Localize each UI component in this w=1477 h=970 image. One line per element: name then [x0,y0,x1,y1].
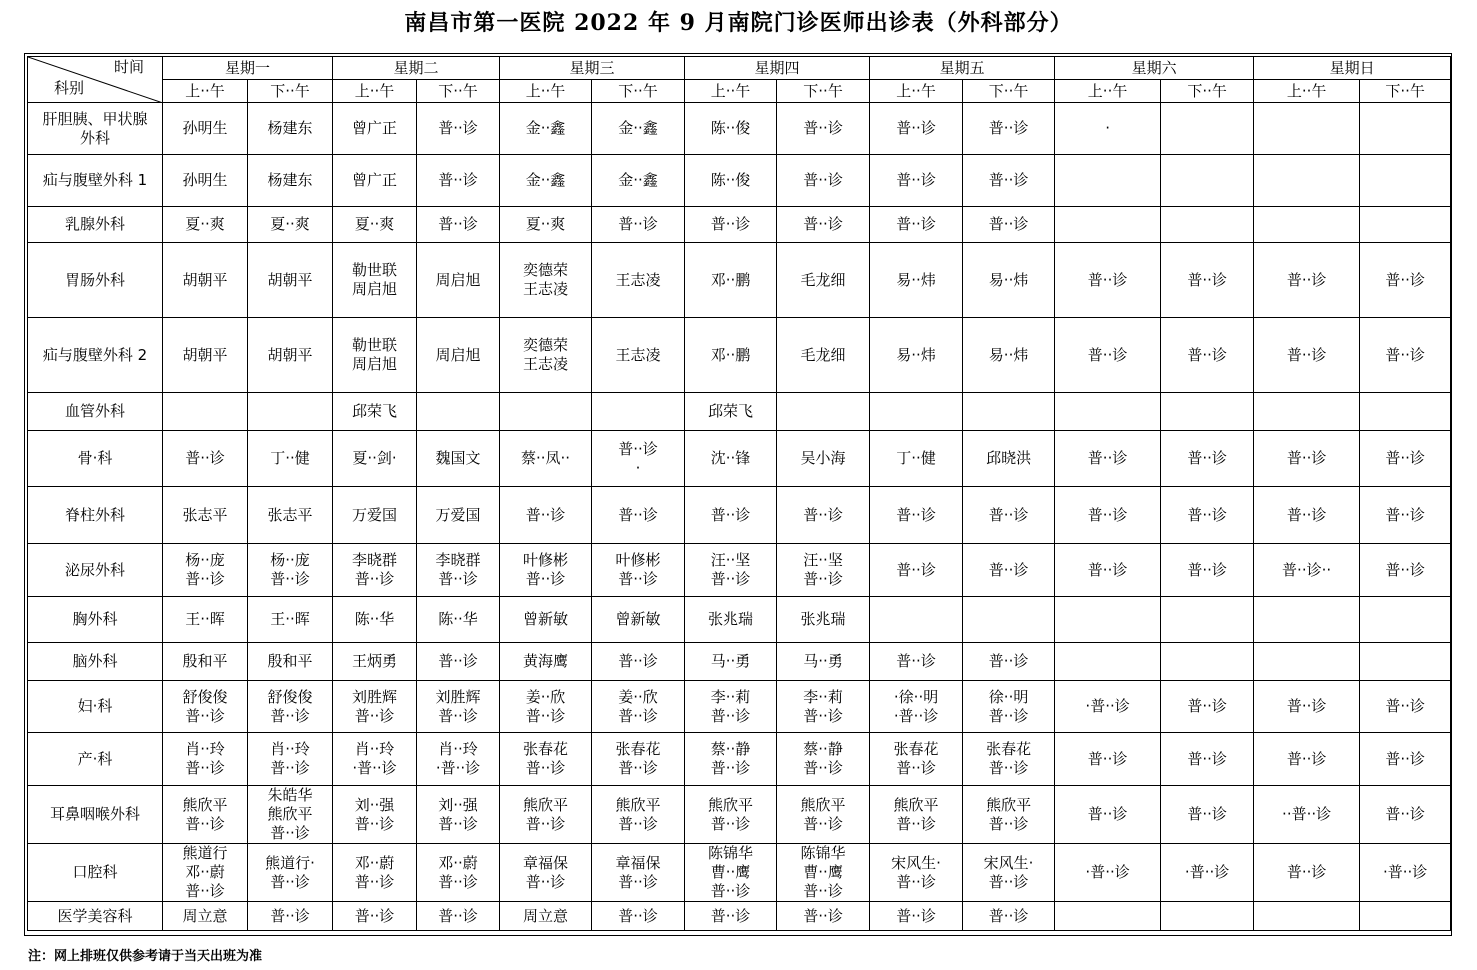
doctor-cell: 杨建东 [248,155,333,207]
doctor-cell: 沈··锋 [685,431,777,487]
doctor-cell: 张兆瑞 [685,597,777,643]
table-row [28,544,1451,597]
doctor-cell [1161,393,1254,431]
doctor-cell: 王志凌 [592,243,685,318]
doctor-cell: 普··诊 [870,643,963,681]
doctor-cell: 普··诊 [592,207,685,243]
doctor-cell: 宋风生· 普··诊 [870,844,963,902]
dept-name: 脊柱外科 [28,487,163,544]
dept-name: 口腔科 [28,844,163,902]
doctor-cell: 胡朝平 [163,243,248,318]
doctor-cell: ··普··诊 [1254,786,1360,844]
doctor-cell: 陈··俊 [685,155,777,207]
doctor-cell: 孙明生 [163,103,248,155]
dept-name: 脑外科 [28,643,163,681]
doctor-cell: 普··诊 [870,902,963,931]
doctor-cell: 朱皓华 熊欣平 普··诊 [248,786,333,844]
doctor-cell: 普··诊 [1055,318,1161,393]
doctor-cell: ·徐··明 ·普··诊 [870,681,963,733]
period-header: 上··午 [1055,80,1161,103]
period-header: 下··午 [1360,80,1451,103]
doctor-cell: 易··炜 [963,243,1055,318]
doctor-cell: 金··鑫 [592,103,685,155]
doctor-cell: 普··诊 [1254,487,1360,544]
schedule-table [27,56,1451,931]
doctor-cell: 万爱国 [417,487,500,544]
dept-name: 骨·科 [28,431,163,487]
doctor-cell: 张春花 普··诊 [500,733,592,786]
doctor-cell: 姜··欣 普··诊 [592,681,685,733]
doctor-cell: 舒俊俊 普··诊 [248,681,333,733]
table-row [28,902,1451,931]
doctor-cell [870,597,963,643]
doctor-cell: 普··诊 [1360,733,1451,786]
doctor-cell: 普··诊 [685,487,777,544]
doctor-cell: 普··诊 [248,902,333,931]
doctor-cell [1360,103,1451,155]
dept-name: 妇·科 [28,681,163,733]
doctor-cell [777,393,870,431]
period-header: 上··午 [1254,80,1360,103]
dept-name: 疝与腹壁外科 1 [28,155,163,207]
doctor-cell: 刘胜辉 普··诊 [333,681,417,733]
doctor-cell: 叶修彬 普··诊 [592,544,685,597]
doctor-cell: 张兆瑞 [777,597,870,643]
doctor-cell: 王志凌 [592,318,685,393]
doctor-cell: 普··诊 [592,643,685,681]
doctor-cell: 陈··华 [417,597,500,643]
doctor-cell [500,393,592,431]
doctor-cell: 普··诊 [685,902,777,931]
period-header: 上··午 [685,80,777,103]
doctor-cell: 普··诊 [870,207,963,243]
doctor-cell: 张春花 普··诊 [592,733,685,786]
period-header: 上··午 [163,80,248,103]
doctor-cell: 丁··健 [248,431,333,487]
doctor-cell: 胡朝平 [248,318,333,393]
table-row [28,155,1451,207]
doctor-cell: 汪··坚 普··诊 [777,544,870,597]
doctor-cell [1360,207,1451,243]
doctor-cell: 周启旭 [417,243,500,318]
doctor-cell [1254,103,1360,155]
doctor-cell: 普··诊 [1360,318,1451,393]
doctor-cell: 金··鑫 [500,103,592,155]
doctor-cell: 张春花 普··诊 [870,733,963,786]
doctor-cell [1055,643,1161,681]
doctor-cell: 普··诊 [1360,243,1451,318]
doctor-cell: 普··诊 [417,643,500,681]
doctor-cell [1055,207,1161,243]
doctor-cell: 李··莉 普··诊 [777,681,870,733]
doctor-cell: 熊欣平 普··诊 [592,786,685,844]
doctor-cell: 陈锦华 曹··鹰 普··诊 [685,844,777,902]
doctor-cell: 王··晖 [248,597,333,643]
doctor-cell: 奕德荣 王志凌 [500,318,592,393]
corner-cell [28,57,163,103]
doctor-cell [248,393,333,431]
doctor-cell [1055,155,1161,207]
doctor-cell: 普··诊 [1161,318,1254,393]
doctor-cell: 普··诊 [1360,681,1451,733]
doctor-cell [1055,393,1161,431]
day-header: 星期三 [500,57,685,80]
doctor-cell: 张春花 普··诊 [963,733,1055,786]
doctor-cell [1161,207,1254,243]
doctor-cell: 普··诊 · [592,431,685,487]
doctor-cell: 易··炜 [963,318,1055,393]
day-header-row [28,57,1451,80]
doctor-cell: 马··勇 [777,643,870,681]
doctor-cell [592,393,685,431]
period-header: 下··午 [248,80,333,103]
doctor-cell: 曾广正 [333,155,417,207]
doctor-cell: 金··鑫 [592,155,685,207]
corner-time-label: 时间 [113,58,144,76]
page-title: 南昌市第一医院 2022 年 9 月南院门诊医师出诊表（外科部分） [404,10,1073,36]
doctor-cell [1254,393,1360,431]
period-header: 上··午 [333,80,417,103]
doctor-cell: 普··诊 [417,155,500,207]
doctor-cell: 宋风生· 普··诊 [963,844,1055,902]
doctor-cell: 殷和平 [248,643,333,681]
doctor-cell: 普··诊 [417,902,500,931]
table-row [28,393,1451,431]
doctor-cell: 夏··爽 [500,207,592,243]
doctor-cell: 金··鑫 [500,155,592,207]
doctor-cell: 魏国文 [417,431,500,487]
doctor-cell: 舒俊俊 普··诊 [163,681,248,733]
doctor-cell: 普··诊 [963,544,1055,597]
dept-name: 医学美容科 [28,902,163,931]
doctor-cell: 肖··玲 ·普··诊 [417,733,500,786]
doctor-cell: 普··诊 [963,103,1055,155]
dept-name: 胃肠外科 [28,243,163,318]
footnote: 注：网上排班仅供参考请于当天出班为准 [28,949,263,964]
doctor-cell [1360,393,1451,431]
doctor-cell [963,393,1055,431]
doctor-cell: 陈··俊 [685,103,777,155]
doctor-cell: 普··诊 [963,155,1055,207]
doctor-cell: 普··诊 [1360,487,1451,544]
table-row [28,207,1451,243]
day-header: 星期日 [1254,57,1451,80]
doctor-cell: 胡朝平 [163,318,248,393]
doctor-cell: 姜··欣 普··诊 [500,681,592,733]
doctor-cell: 李··莉 普··诊 [685,681,777,733]
doctor-cell: 肖··玲 ·普··诊 [333,733,417,786]
dept-name: 疝与腹壁外科 2 [28,318,163,393]
doctor-cell: 夏··爽 [248,207,333,243]
doctor-cell [1360,155,1451,207]
doctor-cell: 陈··华 [333,597,417,643]
doctor-cell: 毛龙细 [777,243,870,318]
doctor-cell [163,393,248,431]
doctor-cell: 杨··庞 普··诊 [248,544,333,597]
doctor-cell: 周启旭 [417,318,500,393]
doctor-cell: 刘胜辉 普··诊 [417,681,500,733]
period-header-row [28,80,1451,103]
doctor-cell: 章福保 普··诊 [500,844,592,902]
doctor-cell: 邱荣飞 [333,393,417,431]
doctor-cell [1254,597,1360,643]
doctor-cell: 普··诊 [777,155,870,207]
doctor-cell: 刘··强 普··诊 [417,786,500,844]
doctor-cell: 普··诊 [777,487,870,544]
doctor-cell: 普··诊 [777,902,870,931]
doctor-cell: 熊欣平 普··诊 [163,786,248,844]
doctor-cell: 普··诊 [870,487,963,544]
doctor-cell: 熊道行· 普··诊 [248,844,333,902]
doctor-cell: 普··诊 [1360,786,1451,844]
doctor-cell: 普··诊 [417,103,500,155]
doctor-cell: 普··诊·· [1254,544,1360,597]
dept-name: 胸外科 [28,597,163,643]
doctor-cell [1254,155,1360,207]
table-row [28,318,1451,393]
doctor-cell: 曾新敏 [592,597,685,643]
table-row [28,431,1451,487]
doctor-cell: 普··诊 [1254,243,1360,318]
doctor-cell: 熊欣平 普··诊 [777,786,870,844]
period-header: 上··午 [870,80,963,103]
doctor-cell: 周立意 [163,902,248,931]
doctor-cell: 邓··鹏 [685,243,777,318]
dept-name: 泌尿外科 [28,544,163,597]
dept-name: 产·科 [28,733,163,786]
doctor-cell: 夏··爽 [163,207,248,243]
doctor-cell: 普··诊 [500,487,592,544]
doctor-cell: 普··诊 [870,103,963,155]
doctor-cell [1254,207,1360,243]
doctor-cell: 胡朝平 [248,243,333,318]
doctor-cell: 普··诊 [777,207,870,243]
table-row [28,733,1451,786]
doctor-cell: 李晓群 普··诊 [417,544,500,597]
dept-name: 耳鼻咽喉外科 [28,786,163,844]
doctor-cell [1161,155,1254,207]
doctor-cell: 普··诊 [592,902,685,931]
doctor-cell: 曾广正 [333,103,417,155]
doctor-cell: 章福保 普··诊 [592,844,685,902]
doctor-cell: 易··炜 [870,243,963,318]
doctor-cell: 普··诊 [1360,431,1451,487]
doctor-cell [1360,597,1451,643]
doctor-cell: 普··诊 [870,155,963,207]
doctor-cell: · [1055,103,1161,155]
doctor-cell [1360,902,1451,931]
doctor-cell: 普··诊 [417,207,500,243]
doctor-cell [1055,597,1161,643]
doctor-cell: 普··诊 [1254,844,1360,902]
doctor-cell: 普··诊 [963,487,1055,544]
doctor-cell: 普··诊 [1254,681,1360,733]
doctor-cell [963,597,1055,643]
doctor-cell: 普··诊 [1254,318,1360,393]
doctor-cell: 普··诊 [963,902,1055,931]
doctor-cell: 易··炜 [870,318,963,393]
doctor-cell [1161,643,1254,681]
doctor-cell: 张志平 [248,487,333,544]
doctor-cell: 邓··蔚 普··诊 [417,844,500,902]
doctor-cell: 普··诊 [592,487,685,544]
doctor-cell: ·普··诊 [1055,681,1161,733]
doctor-cell: 夏··爽 [333,207,417,243]
doctor-cell: 邱荣飞 [685,393,777,431]
doctor-cell: 普··诊 [963,643,1055,681]
doctor-cell [870,393,963,431]
doctor-cell: 勒世联 周启旭 [333,318,417,393]
doctor-cell: 蔡··静 普··诊 [685,733,777,786]
doctor-cell: 肖··玲 普··诊 [248,733,333,786]
doctor-cell: 陈锦华 曹··鹰 普··诊 [777,844,870,902]
doctor-cell [417,393,500,431]
doctor-cell: 普··诊 [1161,786,1254,844]
doctor-cell: 普··诊 [1055,544,1161,597]
doctor-cell [1254,643,1360,681]
corner-dept-label: 科别 [54,79,85,97]
doctor-cell: 普··诊 [1161,681,1254,733]
doctor-cell: 李晓群 普··诊 [333,544,417,597]
period-header: 下··午 [592,80,685,103]
doctor-cell: 黄海鹰 [500,643,592,681]
doctor-cell: 周立意 [500,902,592,931]
doctor-cell [1161,597,1254,643]
doctor-cell: 熊欣平 普··诊 [963,786,1055,844]
dept-name: 血管外科 [28,393,163,431]
doctor-cell: 叶修彬 普··诊 [500,544,592,597]
doctor-cell: 普··诊 [1055,733,1161,786]
doctor-cell: 熊欣平 普··诊 [500,786,592,844]
table-row [28,681,1451,733]
doctor-cell: 蔡··凤·· [500,431,592,487]
dept-name: 肝胆胰、甲状腺 外科 [28,103,163,155]
table-row [28,487,1451,544]
table-row [28,643,1451,681]
doctor-cell: 丁··健 [870,431,963,487]
doctor-cell: 张志平 [163,487,248,544]
doctor-cell: 普··诊 [1055,786,1161,844]
doctor-cell: 曾新敏 [500,597,592,643]
day-header: 星期二 [333,57,500,80]
doctor-cell [1055,902,1161,931]
doctor-cell [1161,103,1254,155]
day-header: 星期五 [870,57,1055,80]
doctor-cell: 普··诊 [1161,544,1254,597]
doctor-cell: 王炳勇 [333,643,417,681]
doctor-cell: 普··诊 [1254,733,1360,786]
day-header: 星期四 [685,57,870,80]
doctor-cell: 夏··剑· [333,431,417,487]
doctor-cell: 普··诊 [685,207,777,243]
doctor-cell: 肖··玲 普··诊 [163,733,248,786]
period-header: 下··午 [417,80,500,103]
doctor-cell: 熊道行 邓··蔚 普··诊 [163,844,248,902]
doctor-cell: 普··诊 [333,902,417,931]
doctor-cell: 普··诊 [1161,733,1254,786]
day-header: 星期一 [163,57,333,80]
table-row [28,597,1451,643]
doctor-cell: ·普··诊 [1161,844,1254,902]
doctor-cell: 普··诊 [1161,487,1254,544]
day-header: 星期六 [1055,57,1254,80]
period-header: 上··午 [500,80,592,103]
doctor-cell: 勒世联 周启旭 [333,243,417,318]
doctor-cell: 汪··坚 普··诊 [685,544,777,597]
doctor-cell: 普··诊 [1254,431,1360,487]
doctor-cell: 普··诊 [1161,243,1254,318]
doctor-cell [1360,643,1451,681]
doctor-cell: 徐··明 普··诊 [963,681,1055,733]
doctor-cell: 马··勇 [685,643,777,681]
doctor-cell: ·普··诊 [1055,844,1161,902]
doctor-cell: 普··诊 [1360,544,1451,597]
doctor-cell: 普··诊 [1055,487,1161,544]
table-row [28,844,1451,902]
doctor-cell: 杨建东 [248,103,333,155]
doctor-cell: 万爱国 [333,487,417,544]
doctor-cell [1254,902,1360,931]
doctor-cell [1161,902,1254,931]
doctor-cell: 殷和平 [163,643,248,681]
table-row [28,103,1451,155]
doctor-cell: 熊欣平 普··诊 [870,786,963,844]
doctor-cell: 熊欣平 普··诊 [685,786,777,844]
doctor-cell: 普··诊 [870,544,963,597]
period-header: 下··午 [777,80,870,103]
doctor-cell: 邓··蔚 普··诊 [333,844,417,902]
table-row [28,243,1451,318]
table-row [28,786,1451,844]
period-header: 下··午 [1161,80,1254,103]
doctor-cell: 刘··强 普··诊 [333,786,417,844]
doctor-cell: 普··诊 [777,103,870,155]
doctor-cell: 王··晖 [163,597,248,643]
doctor-cell: 蔡··静 普··诊 [777,733,870,786]
period-header: 下··午 [963,80,1055,103]
doctor-cell: 普··诊 [963,207,1055,243]
doctor-cell: 邓··鹏 [685,318,777,393]
doctor-cell: 普··诊 [163,431,248,487]
doctor-cell: 邱晓洪 [963,431,1055,487]
doctor-cell: 毛龙细 [777,318,870,393]
doctor-cell: 奕德荣 王志凌 [500,243,592,318]
doctor-cell: 孙明生 [163,155,248,207]
doctor-cell: 吴小海 [777,431,870,487]
dept-name: 乳腺外科 [28,207,163,243]
doctor-cell: 普··诊 [1161,431,1254,487]
doctor-cell: 杨··庞 普··诊 [163,544,248,597]
doctor-cell: ·普··诊 [1360,844,1451,902]
doctor-cell: 普··诊 [1055,431,1161,487]
doctor-cell: 普··诊 [1055,243,1161,318]
